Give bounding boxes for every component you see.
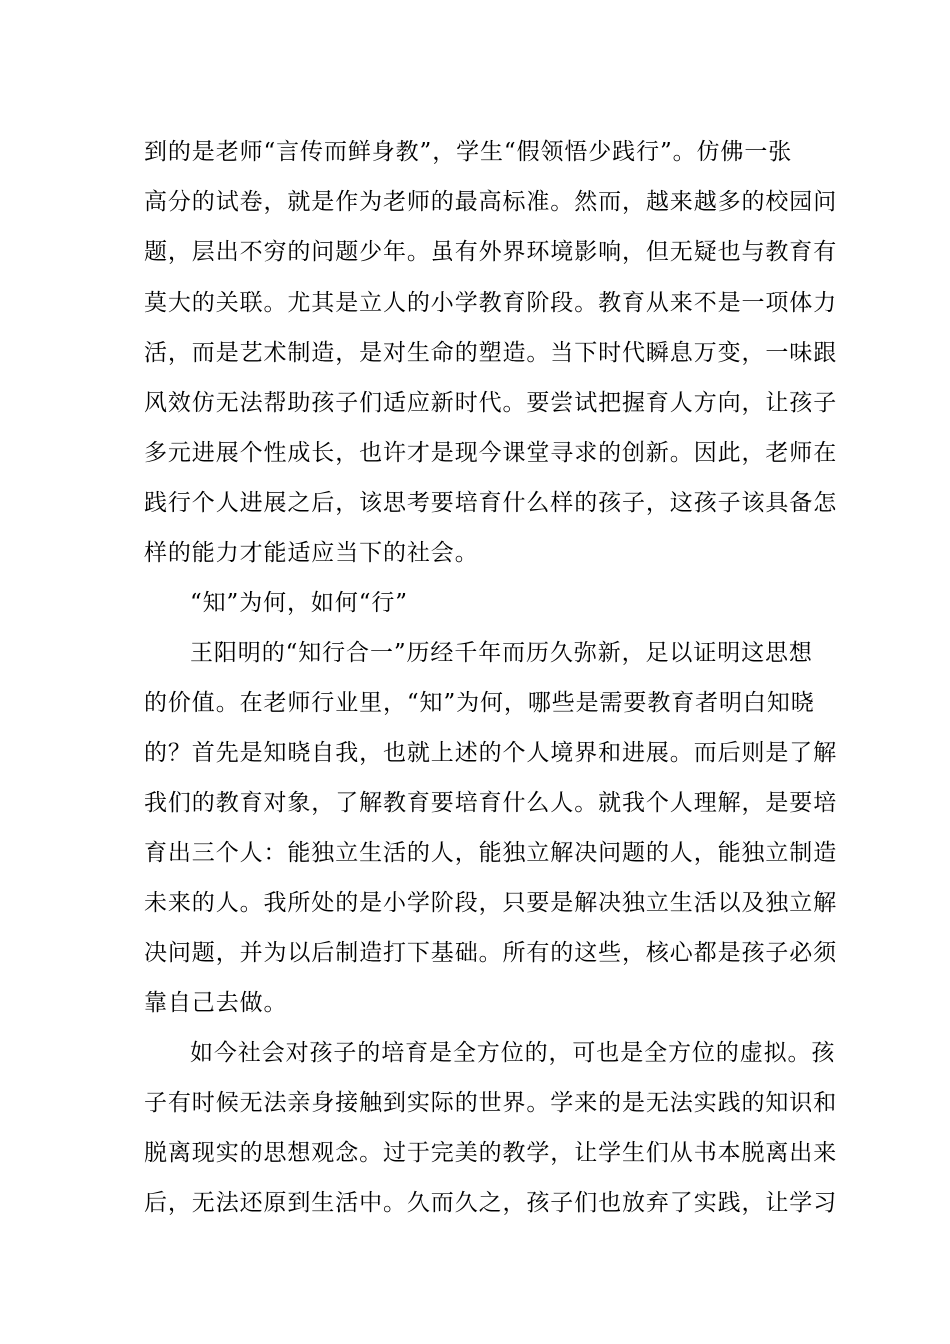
section-heading: “知”为何，如何“行”: [190, 590, 408, 616]
paragraph-2-line-8: 靠自己去做。: [144, 990, 288, 1016]
paragraph-2-line-1: 王阳明的“知行合一”历经千年而历久弥新，足以证明这思想: [190, 640, 813, 666]
paragraph-3-line-1: 如今社会对孩子的培育是全方位的，可也是全方位的虚拟。孩: [190, 1040, 836, 1066]
paragraph-1-line-6: 风效仿无法帮助孩子们适应新时代。要尝试把握育人方向，让孩子: [144, 390, 838, 416]
paragraph-2-line-2: 的价值。在老师行业里，“知”为何，哪些是需要教育者明白知晓: [144, 690, 815, 716]
paragraph-1-line-9: 样的能力才能适应当下的社会。: [144, 540, 479, 566]
paragraph-2-line-7: 决问题，并为以后制造打下基础。所有的这些，核心都是孩子必须: [144, 940, 838, 966]
paragraph-1-line-5: 活，而是艺术制造，是对生命的塑造。当下时代瞬息万变，一味跟: [144, 340, 838, 366]
paragraph-2-line-4: 我们的教育对象，了解教育要培育什么人。就我个人理解，是要培: [144, 790, 838, 816]
paragraph-2-line-3: 的？首先是知晓自我，也就上述的个人境界和进展。而后则是了解: [144, 740, 838, 766]
paragraph-1-line-1: 到的是老师“言传而鲜身教”，学生“假领悟少践行”。仿佛一张: [144, 139, 793, 165]
paragraph-1-line-3: 题，层出不穷的问题少年。虽有外界环境影响，但无疑也与教育有: [144, 239, 838, 265]
paragraph-1-line-4: 莫大的关联。尤其是立人的小学教育阶段。教育从来不是一项体力: [144, 290, 838, 316]
paragraph-3-line-2: 子有时候无法亲身接触到实际的世界。学来的是无法实践的知识和: [144, 1090, 838, 1116]
paragraph-2-line-6: 未来的人。我所处的是小学阶段，只要是解决独立生活以及独立解: [144, 890, 838, 916]
paragraph-3-line-4: 后，无法还原到生活中。久而久之，孩子们也放弃了实践，让学习: [144, 1190, 838, 1216]
paragraph-2-line-5: 育出三个人：能独立生活的人，能独立解决问题的人，能独立制造: [144, 840, 838, 866]
paragraph-1-line-7: 多元进展个性成长，也许才是现今课堂寻求的创新。因此，老师在: [144, 440, 838, 466]
paragraph-1-line-2: 高分的试卷，就是作为老师的最高标准。然而，越来越多的校园问: [144, 189, 838, 215]
paragraph-3-line-3: 脱离现实的思想观念。过于完美的教学，让学生们从书本脱离出来: [144, 1140, 838, 1166]
paragraph-1-line-8: 践行个人进展之后，该思考要培育什么样的孩子，这孩子该具备怎: [144, 490, 838, 516]
